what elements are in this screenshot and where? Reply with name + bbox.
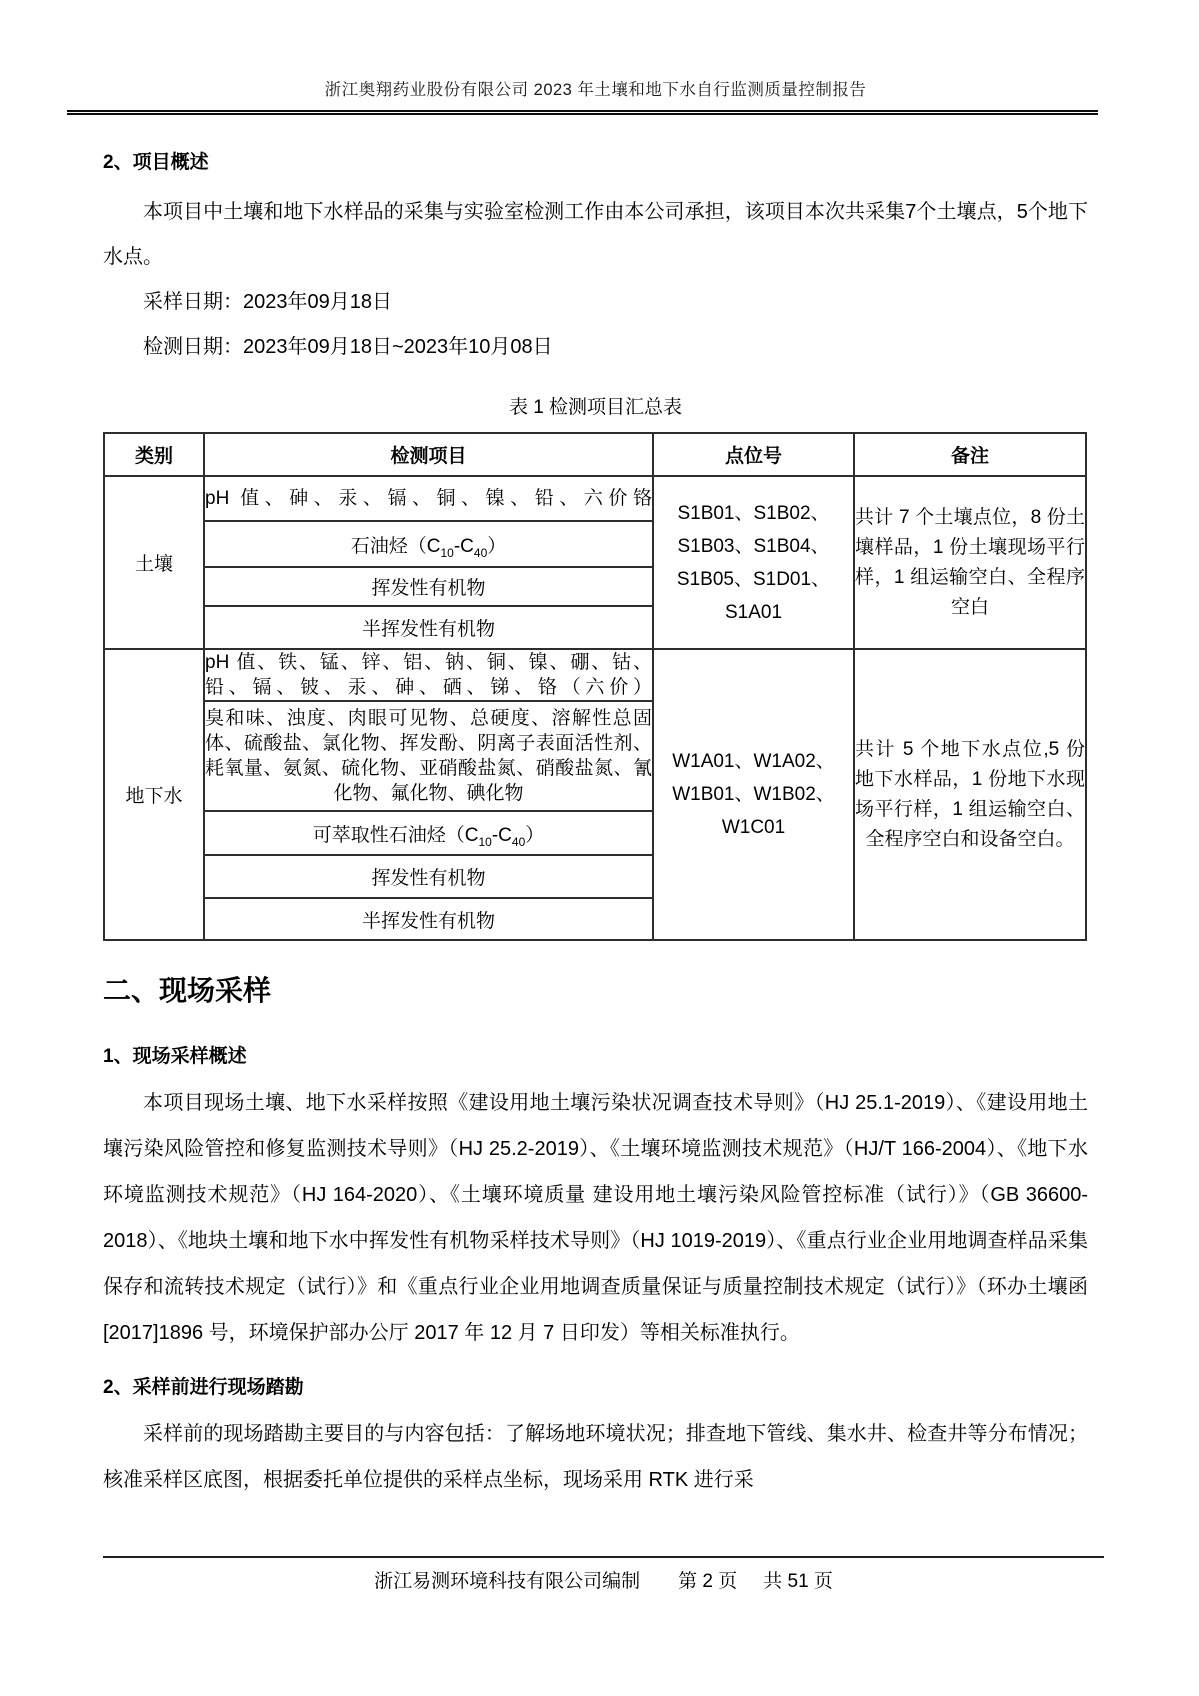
petro-text: ） bbox=[525, 824, 545, 846]
site-survey-paragraph: 采样前的现场踏勘主要目的与内容包括：了解场地环境状况；排查地下管线、集水井、检查井等分布情况；核准采样区底图，根据委托单位提供的采样点坐标，现场采用 RTK 进行采 bbox=[103, 1423, 1088, 1491]
section-2-heading: 2、项目概述 bbox=[103, 152, 209, 173]
groundwater-petroleum-cell bbox=[204, 811, 653, 855]
petro-text: -C bbox=[453, 535, 474, 557]
detection-summary-table bbox=[103, 432, 1087, 941]
table-header-row bbox=[104, 433, 1086, 476]
groundwater-svoc-cell: 半挥发性有机物 bbox=[204, 898, 653, 940]
soil-ph-metals-cell: pH 值、砷、汞、镉、铜、镍、铅、六价铬 bbox=[204, 476, 653, 521]
field-sampling-overview-paragraph: 本项目现场土壤、地下水采样按照《建设用地土壤污染状况调查技术导则》（HJ 25.1-2019）、《建设用地土壤污染风险管控和修复监测技术导则》（HJ 25.2-2019）、《土壤环境监测技术规范》（HJ/T 166-2004）、《地下水环境监测技术规范》（HJ 164-2020）、《土壤环境质量 建设用地土壤污染风险管控标准（试行）》（GB 36600-2018）、《地块土壤和地下水中挥发性有机物采样技术导则》（HJ 1019-2019）、《重点行业企业用地调查样品采集保存和流转技术规定（试行）》和《重点行业企业用地调查质量保证与质量控制技术规定（试行）》（环办土壤函[2017]1896 号，环境保护部办公厅 2017 年 12 月 7 日印发）等相关标准执行。 bbox=[103, 1092, 1088, 1344]
soil-svoc-cell: 半挥发性有机物 bbox=[204, 606, 653, 649]
groundwater-voc-cell: 挥发性有机物 bbox=[204, 855, 653, 898]
groundwater-general-cell: 臭和味、浊度、肉眼可见物、总硬度、溶解性总固体、硫酸盐、氯化物、挥发酚、阴离子表面活性剂、耗氧量、氨氮、硫化物、亚硝酸盐氮、硝酸盐氮、氰化物、氟化物、碘化物 bbox=[204, 701, 653, 811]
petro-text: 石油烃（C bbox=[350, 535, 441, 557]
groundwater-remark-cell: 共计 5 个地下水点位,5 份地下水样品，1 份地下水现场平行样，1 组运输空白、全程序空白和设备空白。 bbox=[854, 649, 1086, 940]
soil-points-cell: S1B01、S1B02、S1B03、S1B04、S1B05、S1D01、S1A01 bbox=[653, 476, 854, 649]
table-1-caption: 表 1 检测项目汇总表 bbox=[508, 397, 683, 418]
petro-sub: 40 bbox=[511, 834, 526, 849]
page-header bbox=[103, 0, 1088, 115]
col-header-points: 点位号 bbox=[653, 433, 854, 476]
soil-voc-cell: 挥发性有机物 bbox=[204, 567, 653, 606]
footer-total-pages: 共 51 页 bbox=[763, 1571, 833, 1592]
report-title: 浙江奥翔药业股份有限公司 2023 年土壤和地下水自行监测质量控制报告 bbox=[324, 81, 867, 99]
petro-text: ） bbox=[487, 535, 507, 557]
groundwater-category-cell: 地下水 bbox=[104, 649, 204, 940]
section-field-sampling-heading: 二、现场采样 bbox=[103, 975, 272, 1006]
soil-petroleum-cell bbox=[204, 521, 653, 567]
soil-category-cell: 土壤 bbox=[104, 476, 204, 649]
footer-publisher: 浙江易测环境科技有限公司编制 bbox=[374, 1571, 641, 1592]
table-row bbox=[104, 649, 1086, 701]
page-footer bbox=[0, 1556, 1199, 1593]
soil-remark-cell: 共计 7 个土壤点位，8 份土壤样品，1 份土壤现场平行样，1 组运输空白、全程序空白 bbox=[854, 476, 1086, 649]
sampling-date-line: 采样日期：2023年09月18日 bbox=[143, 291, 392, 313]
project-overview-paragraph: 本项目中土壤和地下水样品的采集与实验室检测工作由本公司承担，该项目本次共采集7个土壤点，5个地下水点。 bbox=[103, 201, 1088, 268]
petro-sub: 40 bbox=[473, 545, 488, 560]
col-header-remark: 备注 bbox=[854, 433, 1086, 476]
footer-rule bbox=[103, 1556, 1104, 1558]
petro-sub: 10 bbox=[478, 834, 492, 849]
groundwater-metals-cell: pH 值、铁、锰、锌、铝、钠、铜、镍、硼、钴、铅、镉、铍、汞、砷、硒、锑、铬（六价） bbox=[204, 649, 653, 701]
footer-page-number: 第 2 页 bbox=[678, 1571, 738, 1592]
petro-text: 可萃取性石油烃（C bbox=[312, 824, 479, 846]
testing-date-line: 检测日期：2023年09月18日~2023年10月08日 bbox=[143, 336, 553, 358]
header-rule bbox=[67, 110, 1098, 115]
petro-text: -C bbox=[491, 824, 512, 846]
col-header-items: 检测项目 bbox=[204, 433, 653, 476]
subsection-2-heading: 2、采样前进行现场踏勘 bbox=[103, 1377, 304, 1398]
subsection-1-heading: 1、现场采样概述 bbox=[103, 1046, 247, 1067]
col-header-category: 类别 bbox=[104, 433, 204, 476]
footer-text bbox=[103, 1566, 1104, 1593]
table-row bbox=[104, 476, 1086, 521]
groundwater-points-cell: W1A01、W1A02、W1B01、W1B02、W1C01 bbox=[653, 649, 854, 940]
petro-sub: 10 bbox=[440, 545, 454, 560]
